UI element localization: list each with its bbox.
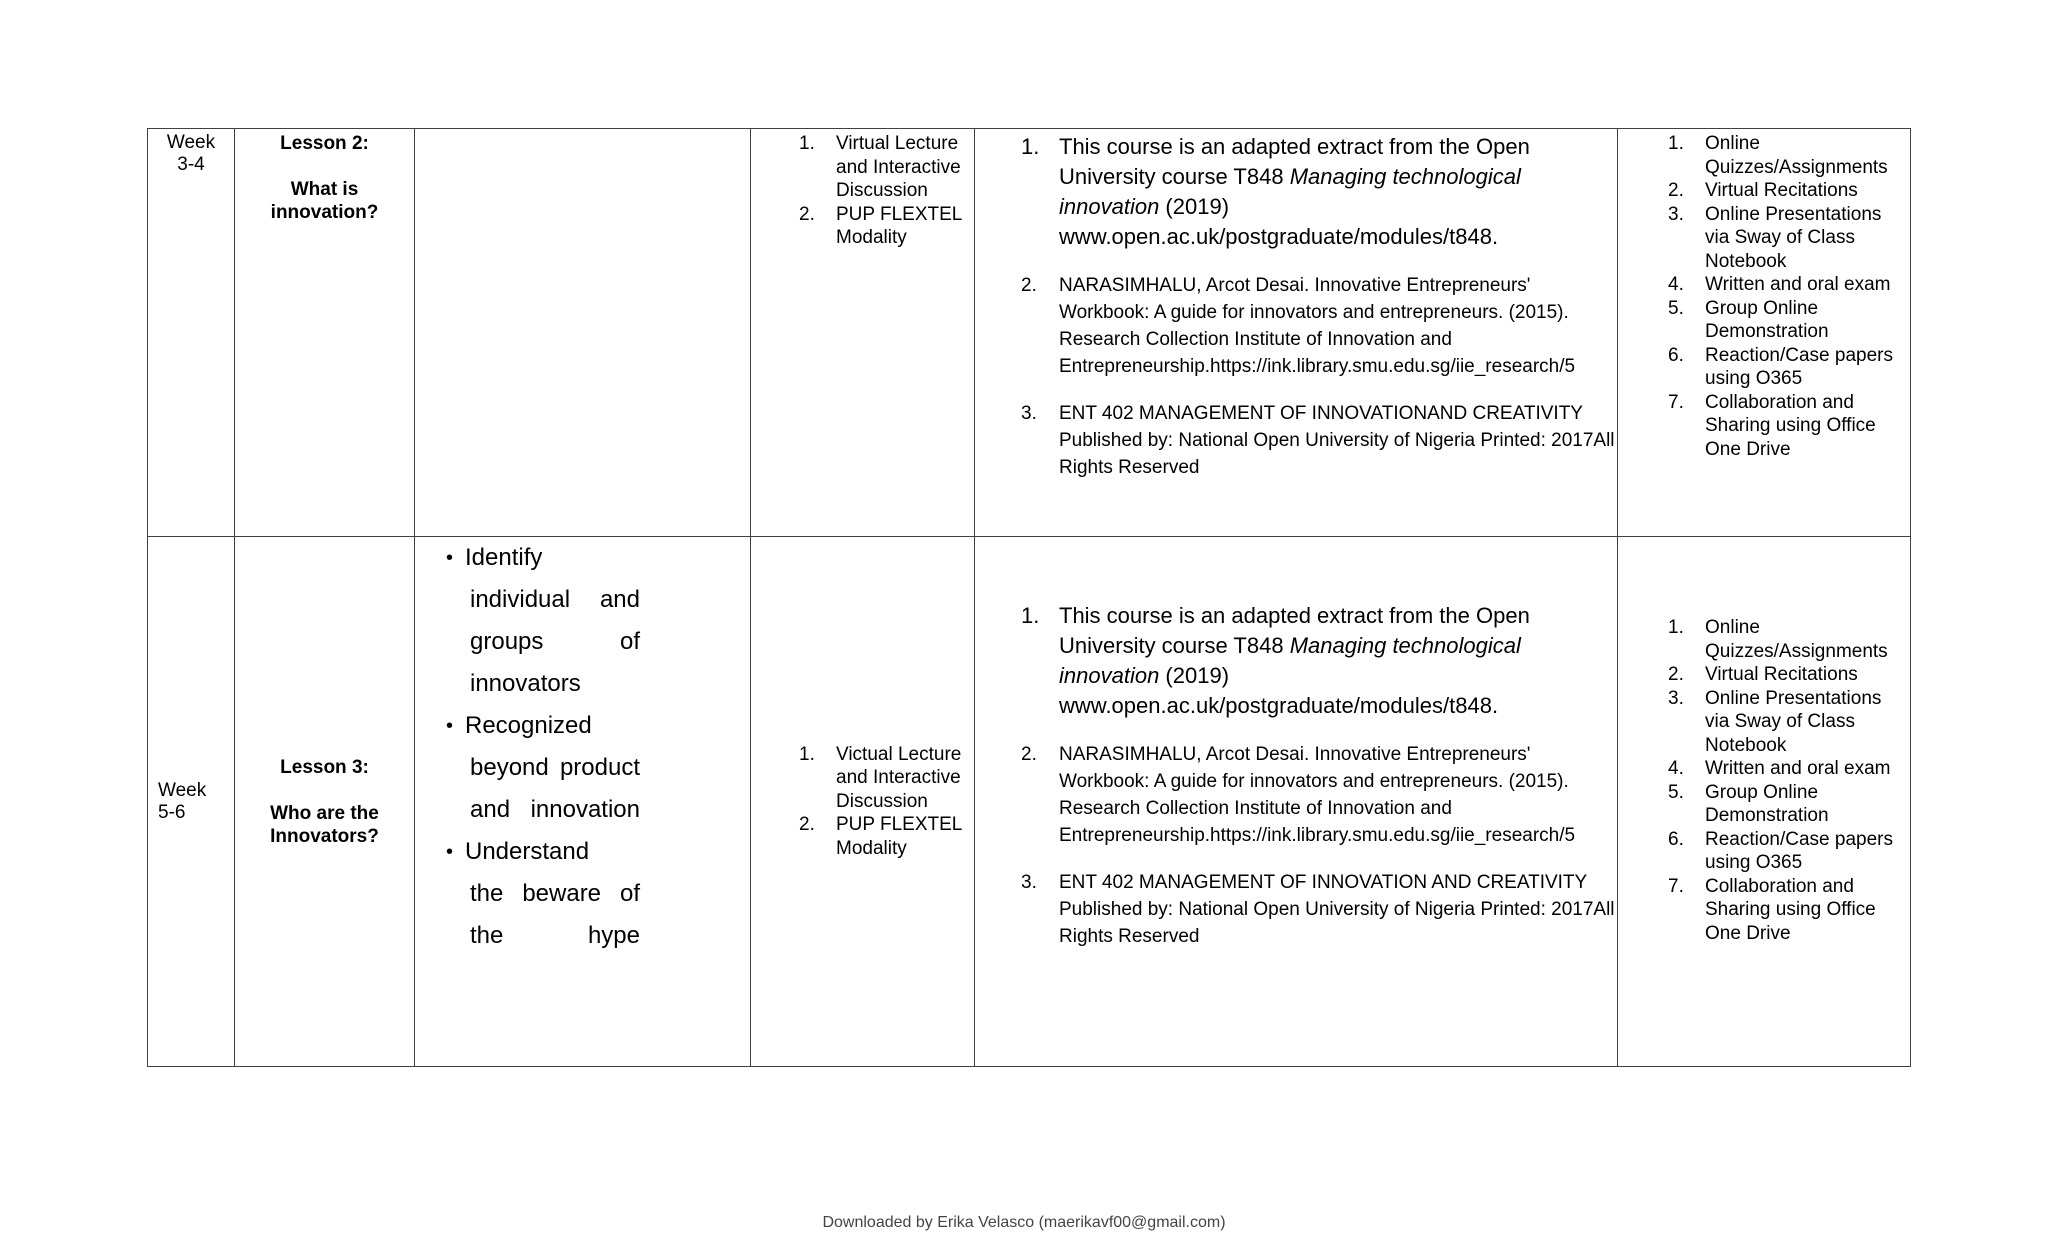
list-item: 3. Online Presentations via Sway of Class Notebook (1668, 203, 1910, 274)
table-row (148, 537, 1911, 1067)
objectives-list (415, 537, 750, 957)
assessment-item: Virtual Recitations (1705, 180, 1858, 201)
objective-lead: • Understand (465, 838, 590, 865)
lesson-cell (235, 129, 415, 537)
reference-item: 3. ENT 402 MANAGEMENT OF INNOVATIONAND CREATIVITY Published by: National Open University of Nigeria Printed: 2017All Rights Reserved (1021, 400, 1617, 481)
reference-item: 2. NARASIMHALU, Arcot Desai. Innovative Entrepreneurs' Workbook: A guide for innovators and entrepreneurs. (2015). Research Collection Institute of Innovation and Entrepreneurship.https://ink.library.smu.edu.sg/iie_research/5 (1021, 272, 1617, 380)
assessment-item: Collaboration and Sharing using Office One Drive (1705, 875, 1876, 944)
syllabus-table (147, 128, 1911, 1067)
objectives-cell (415, 129, 751, 537)
reference-text: NARASIMHALU, Arcot Desai. Innovative Entrepreneurs' Workbook: A guide for innovators and entrepreneurs. (2015). Research Collection Institute of Innovation and Entrepreneurship.https://ink.library.smu.edu.sg/iie_research/5 (1059, 275, 1576, 377)
list-item: 6. Reaction/Case papers using O365 (1668, 828, 1910, 875)
week-cell (148, 537, 235, 1067)
list-item: 1. Online Quizzes/Assignments (1668, 616, 1910, 663)
modality-list (751, 132, 974, 250)
lesson-title: What is innovation? (270, 179, 379, 223)
assessment-item: Virtual Recitations (1705, 664, 1858, 685)
objective-item (465, 537, 640, 705)
list-item: 2. Virtual Recitations (1668, 664, 1858, 685)
modality-item: Victual Lecture and Interactive Discussion (836, 743, 962, 812)
assessment-item: Collaboration and Sharing using Office One Drive (1705, 391, 1876, 460)
assessment-item: Online Presentations via Sway of Class Notebook (1705, 203, 1882, 272)
lesson-title: Who are the Innovators? (270, 802, 379, 847)
week-range: 5-6 (158, 801, 186, 823)
assessment-cell (1618, 537, 1911, 1067)
list-item: 4. Written and oral exam (1668, 758, 1891, 779)
objective-item (465, 705, 640, 831)
assessment-item: Reaction/Case papers using O365 (1705, 828, 1893, 873)
lesson-cell (235, 537, 415, 1067)
list-item: 2. Virtual Recitations (1668, 180, 1858, 201)
list-item: 6. Reaction/Case papers using O365 (1668, 344, 1910, 391)
assessment-item: Online Presentations via Sway of Class Notebook (1705, 687, 1882, 756)
week-label: Week (166, 132, 216, 153)
reference-item: 1. This course is an adapted extract from the Open University course T848 Managing technological innovation (2019) www.open.ac.uk/postgraduate/modules/t848. (1021, 601, 1617, 721)
assessment-item: Written and oral exam (1705, 758, 1891, 779)
objective-text: the beware of the hype (470, 880, 640, 949)
list-item: 5. Group Online Demonstration (1668, 781, 1910, 828)
assessment-item: Written and oral exam (1705, 274, 1891, 295)
modality-cell (751, 129, 975, 537)
modality-item: PUP FLEXTEL Modality (836, 814, 962, 859)
list-item: 5. Group Online Demonstration (1668, 297, 1910, 344)
list-item: 1. Victual Lecture and Interactive Discussion (799, 743, 974, 814)
reference-text: This course is an adapted extract from the Open University course T848 Managing technological innovation (2019) www.open.ac.uk/postgraduate/modules/t848. (1059, 134, 1530, 249)
assessment-item: Group Online Demonstration (1705, 781, 1829, 826)
list-item: 7. Collaboration and Sharing using Office One Drive (1668, 875, 1910, 946)
reference-text: ENT 402 MANAGEMENT OF INNOVATIONAND CREATIVITY Published by: National Open University of Nigeria Printed: 2017All Rights Reserved (1059, 403, 1615, 478)
objective-text: beyond product and innovation (470, 754, 640, 823)
objective-lead: • Identify (465, 544, 543, 571)
assessment-list (1618, 132, 1910, 461)
lesson-label: Lesson 2: (280, 133, 369, 154)
assessment-item: Online Quizzes/Assignments (1705, 617, 1888, 662)
week-label: Week (158, 779, 207, 801)
list-item: 4. Written and oral exam (1668, 274, 1891, 295)
list-item: 2. PUP FLEXTEL Modality (799, 813, 974, 860)
assessment-list (1618, 616, 1910, 945)
reference-item: 1. This course is an adapted extract from the Open University course T848 Managing technological innovation (2019) www.open.ac.uk/postgraduate/modules/t848. (1021, 132, 1617, 252)
reference-item: 3. ENT 402 MANAGEMENT OF INNOVATION AND CREATIVITY Published by: National Open University of Nigeria Printed: 2017All Rights Reserved (1021, 869, 1617, 950)
objective-lead: • Recognized (465, 712, 592, 739)
reference-text: This course is an adapted extract from the Open University course T848 Managing technological innovation (2019) www.open.ac.uk/postgraduate/modules/t848. (1059, 603, 1530, 718)
assessment-item: Group Online Demonstration (1705, 297, 1829, 342)
list-item: 1. Virtual Lecture and Interactive Discussion (799, 132, 974, 203)
reference-item: 2. NARASIMHALU, Arcot Desai. Innovative Entrepreneurs' Workbook: A guide for innovators and entrepreneurs. (2015). Research Collection Institute of Innovation and Entrepreneurship.https://ink.library.smu.edu.sg/iie_research/5 (1021, 741, 1617, 849)
list-item: 3. Online Presentations via Sway of Class Notebook (1668, 687, 1910, 758)
table-row (148, 129, 1911, 537)
references-list (1021, 601, 1617, 950)
list-item: 1. Online Quizzes/Assignments (1668, 132, 1910, 179)
assessment-cell (1618, 129, 1911, 537)
reference-italic: Managing technological innovation (1059, 633, 1521, 688)
assessment-item: Online Quizzes/Assignments (1705, 133, 1888, 178)
lesson-label: Lesson 3: (280, 756, 369, 778)
reference-text: NARASIMHALU, Arcot Desai. Innovative Entrepreneurs' Workbook: A guide for innovators and entrepreneurs. (2015). Research Collection Institute of Innovation and Entrepreneurship.https://ink.library.smu.edu.sg/iie_research/5 (1059, 744, 1576, 846)
modality-item: PUP FLEXTEL Modality (836, 203, 962, 248)
assessment-item: Reaction/Case papers using O365 (1705, 344, 1893, 389)
week-cell (148, 129, 235, 537)
objectives-cell (415, 537, 751, 1067)
objective-item (465, 831, 640, 957)
reference-text: ENT 402 MANAGEMENT OF INNOVATION AND CREATIVITY Published by: National Open University of Nigeria Printed: 2017All Rights Reserved (1059, 872, 1615, 947)
references-list (1021, 132, 1617, 481)
references-cell (975, 537, 1618, 1067)
references-cell (975, 129, 1618, 537)
week-range: 3-4 (177, 154, 205, 175)
reference-italic: Managing technological innovation (1059, 164, 1521, 219)
modality-item: Virtual Lecture and Interactive Discussion (836, 133, 961, 201)
modality-cell (751, 537, 975, 1067)
modality-list (751, 743, 974, 861)
list-item: 2. PUP FLEXTEL Modality (799, 203, 974, 250)
list-item: 7. Collaboration and Sharing using Office One Drive (1668, 391, 1910, 462)
download-footer: Downloaded by Erika Velasco (maerikavf00@gmail.com) (822, 1214, 1226, 1231)
objective-text: individual and groups of innovators (470, 586, 640, 697)
